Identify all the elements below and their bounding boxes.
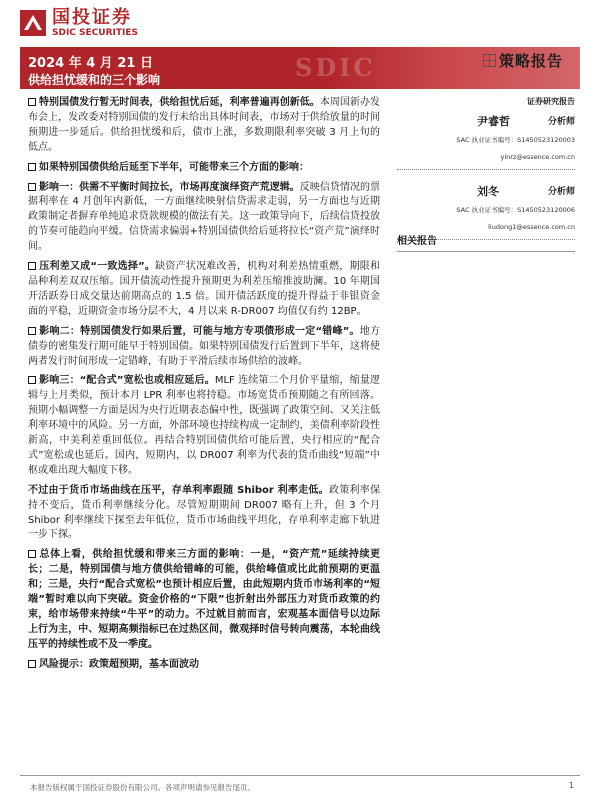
paragraph-4 xyxy=(28,260,380,320)
bullet-box-icon xyxy=(28,327,36,335)
brand-logo xyxy=(20,6,200,40)
paragraph-7-text: 政策利率保持不变后，货币利率继续分化。尽管短期期间 DR007 略有上升，但 3 个月 Shibor 利率继续下探至去年低位，货币市场曲线平坦化，存单利率走廊下轨进一步下探。 xyxy=(28,484,381,541)
report-body xyxy=(28,96,380,678)
brand-text xyxy=(52,8,138,38)
paragraph-1 xyxy=(28,96,380,156)
paragraph-2 xyxy=(28,161,380,176)
report-title: 供给担忧缓和的三个影响 xyxy=(28,73,161,87)
paragraph-6-lead: 影响三：“配合式”宽松也或相应延后。 xyxy=(39,375,215,387)
paragraph-1-text: 本周国新办发布会上，发改委对特别国债的发行未给出具体时间表，市场对于供给放量的时间预期进一步延后。供给担忧缓和后，债市上涨，多数期限利率突破 3 月上旬的低点。 xyxy=(28,97,381,153)
paragraph-4-text: 缺资产状况难改善，机构对利差热情重燃，期限和品种利差双双压缩。国开债流动性提升预期更为利差压缩推波助澜。10 年期国开活跃券日成交量达前期高点的 1.5 倍。国开债活跃度的提升得益于非银资金面的平稳，近期资金市场分层不大，4 月以来 R-DR007 均值仅有约 12BP。 xyxy=(28,261,381,317)
paragraph-3-lead: 影响一：供需不平衡时间拉长，市场再度演绎资产荒逻辑。 xyxy=(39,181,300,193)
bullet-box-icon xyxy=(28,376,36,384)
analyst-sac-number: SAC 执业证书编号：S1450523120003 xyxy=(456,136,575,144)
bullet-box-icon xyxy=(28,550,36,558)
paragraph-5-text: 地方债券的密集发行期可能早于特别国债。如果特别国债发行后置到下半年，这将使两者发行时间形成一定错峰，有助于平滑后续市场供给的波峰。 xyxy=(28,325,380,367)
bullet-box-icon xyxy=(28,163,36,171)
bullet-box-icon xyxy=(28,98,36,106)
risk-warning: 风险提示：政策超预期，基本面波动 xyxy=(39,658,199,670)
analyst-sac-number: SAC 执业证书编号：S1450523120006 xyxy=(456,206,575,214)
analyst-email[interactable]: yinrz@essence.com.cn xyxy=(500,153,575,161)
analyst-card xyxy=(397,113,575,177)
page-footer xyxy=(20,775,580,796)
paragraph-1-lead: 特别国债发行暂无时间表，供给担忧后延，利率普遍再创新低。 xyxy=(39,97,320,108)
paragraph-8 xyxy=(28,548,380,652)
paragraph-6 xyxy=(28,374,380,478)
sdic-logo-icon xyxy=(20,10,46,36)
paragraph-9 xyxy=(28,658,380,673)
paragraph-4-lead: 压利差又成“一致选择”。 xyxy=(39,261,156,273)
analyst-role: 分析师 xyxy=(547,187,575,197)
paragraph-3-text: 反映信贷情况的票据利率在 4 月创年内新低，一方面继续映射信贷需求走弱，另一方面也与近期政策制定者摒弃单纯追求贷款规模的做法有关。这一政策导向下，后续信贷投放的节奏可能趋向平缓。信贷需求偏弱+特别国债供给后延将拉长“资产荒”演绎时间。 xyxy=(28,181,381,253)
divider xyxy=(397,169,575,170)
bullet-box-icon xyxy=(28,660,36,668)
related-reports xyxy=(397,232,575,252)
analyst-role: 分析师 xyxy=(547,117,575,127)
banner-watermark: SDIC xyxy=(295,53,376,82)
related-reports-title: 相关报告 xyxy=(397,232,575,252)
analyst-sidebar xyxy=(397,96,575,247)
brand-name-cn: 国投证券 xyxy=(52,7,132,28)
report-type-label: 策略报告 xyxy=(499,52,564,70)
paragraph-2-lead: 如果特别国债供给后延至下半年，可能带来三个方面的影响： xyxy=(39,161,309,173)
report-date: 2024 年 4 月 21 日 xyxy=(28,56,153,71)
research-report-label: 证券研究报告 xyxy=(527,97,575,106)
paragraph-5-lead: 影响二：特别国债发行如果后置，可能与地方专项债形成一定“错峰”。 xyxy=(39,325,360,337)
paragraph-8-lead: 总体上看，供给担忧缓和带来三方面的影响：一是，“资产荒”延续持续更长；二是，特别国债与地方债供给错峰的可能，供给峰值或比此前预期的更温和；三是，央行“配合式宽松”也预计相应后置，由此短期内货币市场利率的“短端”暂时难以向下突破。资金价格的“下限”也折射出外部压力对货币政策的约束，给市场带来持续“牛平”的动力。不过就目前而言，宏观基本面信号以边际上行为主，中、短期高频指标已在过热区间，微观择时信号转向震荡，本轮曲线压平的持续性或不及一季度。 xyxy=(28,549,380,650)
analyst-email[interactable]: liudong1@essence.com.cn xyxy=(488,223,575,231)
bullet-box-icon xyxy=(28,183,36,191)
paragraph-5 xyxy=(28,325,380,370)
report-grid-icon xyxy=(483,54,496,67)
analyst-name: 刘冬 xyxy=(477,185,499,198)
report-type xyxy=(483,50,563,71)
brand-name-en: SDIC SECURITIES xyxy=(52,28,138,38)
footer-disclaimer: 本报告版权属于国投证券股份有限公司。各项声明请参见报告尾页。 xyxy=(30,783,255,792)
paragraph-3 xyxy=(28,181,380,256)
paragraph-7 xyxy=(28,484,380,544)
bullet-box-icon xyxy=(28,262,36,270)
paragraph-6-text: MLF 连续第二个月价平量缩，缩量逻辑与上月类似，预计本月 LPR 利率也将持稳。市场宽货币预期随之有所回落。预期小幅调整一方面是因为央行近期表态偏中性，既强调了政策空间、又关注低利率环境中的风险。另一方面，外部环境也持续构成一定制约，美债利率阶段性新高，中美利差重回低位。再结合特别国债供给可能后置，央行相应的“配合式”宽松或也延后。国内，短期内，以 DR007 利率为代表的货币曲线“短端”中枢或难出现大幅度下移。 xyxy=(28,375,380,476)
paragraph-7-lead: 不过由于货币市场曲线在压平，存单利率跟随 Shibor 利率走低。 xyxy=(28,484,329,496)
analyst-name: 尹睿哲 xyxy=(477,115,510,128)
page-number: 1 xyxy=(568,781,574,790)
